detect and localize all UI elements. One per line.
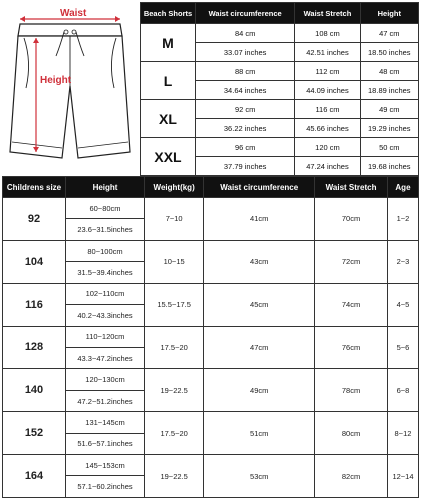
- stretch-cell: 76cm: [315, 326, 388, 369]
- waist-in: 37.79 inches: [196, 157, 295, 176]
- weight-cell: 10~15: [145, 240, 204, 283]
- age-cell: 12~14: [387, 455, 418, 498]
- kids-size-cell: 140: [3, 369, 66, 412]
- col-header-waist-stretch: Waist Stretch: [295, 3, 360, 24]
- table-row: [3, 283, 419, 304]
- shorts-diagram: [2, 2, 138, 172]
- stretch-cell: 78cm: [315, 369, 388, 412]
- weight-cell: 19~22.5: [145, 455, 204, 498]
- kids-size-cell: 128: [3, 326, 66, 369]
- table-row: [3, 240, 419, 261]
- stretch-cm: 120 cm: [295, 138, 360, 157]
- col-header-height: Height: [66, 177, 145, 198]
- kids-size-cell: 116: [3, 283, 66, 326]
- kids-size-cell: 92: [3, 198, 66, 241]
- childrens-size-table: [2, 176, 419, 498]
- weight-cell: 15.5~17.5: [145, 283, 204, 326]
- weight-cell: 7~10: [145, 198, 204, 241]
- waist-cell: 43cm: [204, 240, 315, 283]
- height-cm: 145~153cm: [66, 455, 145, 476]
- col-header-beach-shorts: Beach Shorts: [141, 3, 196, 24]
- waist-measure-label: Waist: [60, 8, 87, 19]
- table-row: [141, 100, 419, 119]
- waist-cm: 96 cm: [196, 138, 295, 157]
- kids-size-cell: 152: [3, 412, 66, 455]
- col-header-waist-stretch: Waist Stretch: [315, 177, 388, 198]
- age-cell: 2~3: [387, 240, 418, 283]
- kids-header-row: [3, 177, 419, 198]
- height-in: 31.5~39.4inches: [66, 262, 145, 283]
- table-row: [3, 369, 419, 390]
- waist-in: 36.22 inches: [196, 119, 295, 138]
- height-in: 40.2~43.3inches: [66, 305, 145, 326]
- height-in: 19.29 inches: [360, 119, 418, 138]
- stretch-cell: 82cm: [315, 455, 388, 498]
- height-in: 18.50 inches: [360, 43, 418, 62]
- height-in: 19.68 inches: [360, 157, 418, 176]
- height-in: 18.89 inches: [360, 81, 418, 100]
- stretch-in: 42.51 inches: [295, 43, 360, 62]
- kids-size-cell: 104: [3, 240, 66, 283]
- stretch-in: 44.09 inches: [295, 81, 360, 100]
- table-row: [3, 198, 419, 219]
- age-cell: 5~6: [387, 326, 418, 369]
- height-cm: 49 cm: [360, 100, 418, 119]
- col-header-weight: Weight(kg): [145, 177, 204, 198]
- waist-in: 34.64 inches: [196, 81, 295, 100]
- height-cm: 47 cm: [360, 24, 418, 43]
- height-cm: 60~80cm: [66, 198, 145, 219]
- height-cm: 120~130cm: [66, 369, 145, 390]
- height-cm: 131~145cm: [66, 412, 145, 433]
- size-cell: L: [141, 62, 196, 100]
- table-row: [3, 412, 419, 433]
- adult-size-table: [140, 2, 419, 176]
- size-cell: M: [141, 24, 196, 62]
- col-header-waist-circumference: Waist circumference: [196, 3, 295, 24]
- age-cell: 8~12: [387, 412, 418, 455]
- waist-cell: 47cm: [204, 326, 315, 369]
- height-cm: 102~110cm: [66, 283, 145, 304]
- stretch-cell: 70cm: [315, 198, 388, 241]
- age-cell: 6~8: [387, 369, 418, 412]
- height-cm: 50 cm: [360, 138, 418, 157]
- kids-size-cell: 164: [3, 455, 66, 498]
- weight-cell: 17.5~20: [145, 412, 204, 455]
- size-cell: XL: [141, 100, 196, 138]
- stretch-in: 45.66 inches: [295, 119, 360, 138]
- col-header-age: Age: [387, 177, 418, 198]
- adult-header-row: [141, 3, 419, 24]
- waist-cm: 84 cm: [196, 24, 295, 43]
- stretch-cm: 108 cm: [295, 24, 360, 43]
- stretch-cell: 74cm: [315, 283, 388, 326]
- height-measure-label: Height: [40, 75, 72, 86]
- stretch-cm: 112 cm: [295, 62, 360, 81]
- table-row: [141, 62, 419, 81]
- age-cell: 4~5: [387, 283, 418, 326]
- stretch-in: 47.24 inches: [295, 157, 360, 176]
- col-header-childrens-size: Childrens size: [3, 177, 66, 198]
- waist-cm: 88 cm: [196, 62, 295, 81]
- waist-cell: 49cm: [204, 369, 315, 412]
- waist-cell: 53cm: [204, 455, 315, 498]
- height-in: 23.6~31.5inches: [66, 219, 145, 240]
- waist-cell: 51cm: [204, 412, 315, 455]
- height-cm: 80~100cm: [66, 240, 145, 261]
- height-in: 51.6~57.1inches: [66, 433, 145, 454]
- size-cell: XXL: [141, 138, 196, 176]
- table-row: [3, 455, 419, 476]
- height-cm: 110~120cm: [66, 326, 145, 347]
- stretch-cell: 72cm: [315, 240, 388, 283]
- table-row: [141, 138, 419, 157]
- height-in: 43.3~47.2inches: [66, 347, 145, 368]
- height-cm: 48 cm: [360, 62, 418, 81]
- height-in: 57.1~60.2inches: [66, 476, 145, 498]
- col-header-height: Height: [360, 3, 418, 24]
- waist-cell: 45cm: [204, 283, 315, 326]
- stretch-cell: 80cm: [315, 412, 388, 455]
- height-in: 47.2~51.2inches: [66, 390, 145, 411]
- table-row: [3, 326, 419, 347]
- table-row: [141, 24, 419, 43]
- age-cell: 1~2: [387, 198, 418, 241]
- shorts-illustration: [2, 2, 138, 172]
- waist-in: 33.07 inches: [196, 43, 295, 62]
- col-header-waist-circumference: Waist circumference: [204, 177, 315, 198]
- stretch-cm: 116 cm: [295, 100, 360, 119]
- waist-cell: 41cm: [204, 198, 315, 241]
- weight-cell: 19~22.5: [145, 369, 204, 412]
- waist-cm: 92 cm: [196, 100, 295, 119]
- weight-cell: 17.5~20: [145, 326, 204, 369]
